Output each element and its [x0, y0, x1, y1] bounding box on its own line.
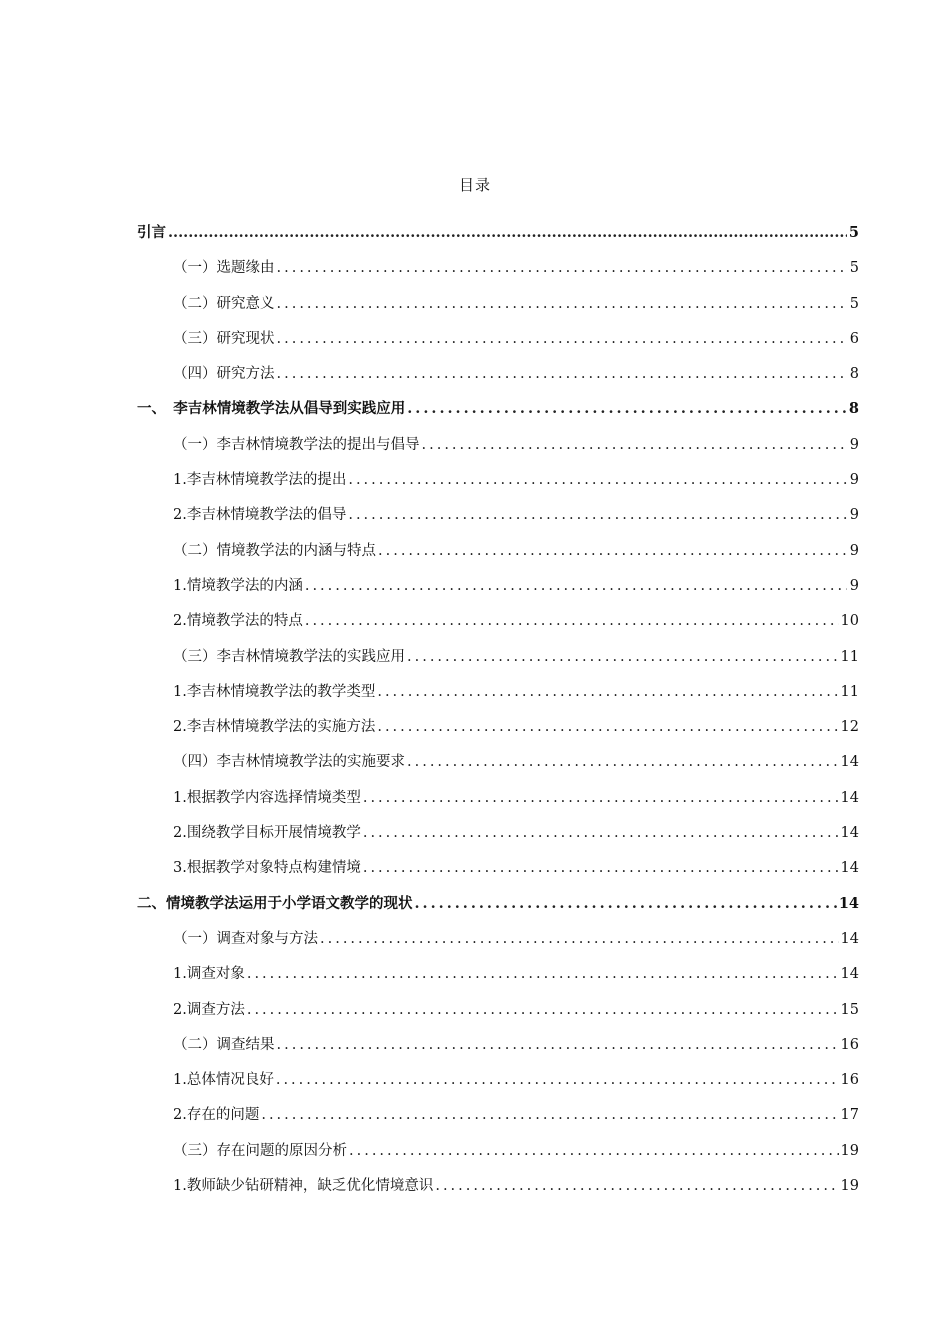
toc-title: 目录 [458, 176, 491, 194]
toc-entry[interactable] [137, 681, 859, 716]
toc-entry-page-number: 5 [849, 295, 859, 312]
toc-entry-label: 2.调查方法 [173, 1001, 245, 1018]
toc-entry[interactable] [137, 1175, 859, 1210]
toc-entry-page-number: 9 [849, 436, 859, 453]
toc-entry[interactable] [137, 469, 859, 504]
toc-leader-dots [363, 822, 839, 844]
toc-leader-dots [378, 540, 847, 562]
toc-leader-dots [407, 646, 839, 668]
toc-entry-page-number: 9 [849, 577, 859, 594]
toc-entry[interactable] [137, 646, 859, 681]
toc-entry[interactable] [137, 716, 859, 751]
toc-leader-dots [305, 610, 839, 632]
toc-entry[interactable] [137, 222, 859, 257]
toc-leader-dots [277, 293, 848, 315]
toc-leader-dots [348, 469, 847, 491]
toc-entry-page-number: 16 [840, 1072, 859, 1089]
toc-entry-label: 二、情境教学法运用于小学语文教学的现状 [137, 894, 413, 912]
toc-entry[interactable] [137, 434, 859, 469]
toc-leader-dots [277, 328, 848, 350]
toc-entry-page-number: 10 [840, 613, 859, 630]
toc-entry-page-number: 14 [840, 825, 859, 842]
toc-leader-dots [415, 893, 837, 915]
toc-entry-page-number: 14 [838, 894, 859, 912]
toc-entry[interactable] [137, 398, 859, 433]
toc-entry-page-number: 19 [840, 1178, 859, 1195]
toc-entry-label: 1.教师缺少钻研精神，缺乏优化情境意识 [173, 1178, 434, 1195]
toc-leader-dots [247, 999, 839, 1021]
toc-entry[interactable] [137, 257, 859, 292]
toc-entry-page-number: 14 [840, 860, 859, 877]
toc-entry[interactable] [137, 575, 859, 610]
toc-leader-dots [435, 1175, 838, 1197]
toc-entry-page-number: 9 [849, 507, 859, 524]
toc-entry[interactable] [137, 363, 859, 398]
toc-leader-dots [277, 257, 848, 279]
toc-entry-page-number: 15 [840, 1001, 859, 1018]
toc-entry[interactable] [137, 504, 859, 539]
toc-entry[interactable] [137, 328, 859, 363]
toc-entry-label: （四）李吉林情境教学法的实施要求 [173, 754, 405, 771]
toc-entry[interactable] [137, 893, 859, 928]
toc-entry-label: 2.李吉林情境教学法的倡导 [173, 507, 347, 524]
toc-leader-dots [407, 751, 839, 773]
toc-leader-dots [277, 363, 848, 385]
toc-entry-label: 2.李吉林情境教学法的实施方法 [173, 719, 376, 736]
toc-entry[interactable] [137, 1034, 859, 1069]
toc-entry-page-number: 14 [840, 754, 859, 771]
toc-entry-label: （二）调查结果 [173, 1036, 275, 1053]
toc-entry[interactable] [137, 293, 859, 328]
toc-entry-page-number: 12 [840, 719, 859, 736]
toc-entry-label: 1.总体情况良好 [173, 1072, 274, 1089]
toc-entry-label: 3.根据教学对象特点构建情境 [173, 860, 361, 877]
toc-leader-dots [168, 222, 847, 244]
toc-entry-label: （一）选题缘由 [173, 260, 275, 277]
table-of-contents [137, 222, 859, 1210]
toc-entry-page-number: 6 [849, 330, 859, 347]
toc-entry-page-number: 16 [840, 1036, 859, 1053]
toc-entry-page-number: 11 [840, 683, 859, 700]
toc-entry-page-number: 8 [848, 400, 859, 418]
toc-leader-dots [261, 1104, 838, 1126]
toc-entry-page-number: 11 [840, 648, 859, 665]
toc-entry[interactable] [137, 963, 859, 998]
toc-entry[interactable] [137, 787, 859, 822]
toc-leader-dots [349, 1140, 839, 1162]
toc-entry[interactable] [137, 540, 859, 575]
toc-entry-page-number: 8 [849, 366, 859, 383]
toc-leader-dots [348, 504, 847, 526]
toc-entry[interactable] [137, 751, 859, 786]
toc-entry-label: （一）李吉林情境教学法的提出与倡导 [173, 436, 420, 453]
toc-leader-dots [363, 857, 839, 879]
toc-entry[interactable] [137, 928, 859, 963]
toc-entry-label: （三）李吉林情境教学法的实践应用 [173, 648, 405, 665]
toc-leader-dots [377, 681, 838, 703]
toc-entry[interactable] [137, 1140, 859, 1175]
toc-entry-page-number: 9 [849, 472, 859, 489]
toc-entry-page-number: 9 [849, 542, 859, 559]
toc-leader-dots [422, 434, 848, 456]
toc-entry-label: （二）研究意义 [173, 295, 275, 312]
toc-entry-label: 1.根据教学内容选择情境类型 [173, 789, 361, 806]
toc-leader-dots [276, 1069, 839, 1091]
toc-entry[interactable] [137, 1104, 859, 1139]
toc-leader-dots [320, 928, 839, 950]
toc-entry-label: （三）研究现状 [173, 330, 275, 347]
toc-entry[interactable] [137, 1069, 859, 1104]
toc-entry-page-number: 5 [848, 224, 859, 241]
toc-leader-dots [377, 716, 838, 738]
toc-entry-label: （一）调查对象与方法 [173, 930, 318, 947]
toc-entry-label: 引言 [137, 224, 166, 241]
toc-entry[interactable] [137, 857, 859, 892]
toc-entry-label: 1.调查对象 [173, 966, 245, 983]
toc-entry-label: 1.情境教学法的内涵 [173, 577, 303, 594]
toc-entry-page-number: 5 [849, 260, 859, 277]
toc-entry-label: （二）情境教学法的内涵与特点 [173, 542, 376, 559]
toc-entry[interactable] [137, 610, 859, 645]
toc-leader-dots [363, 787, 839, 809]
toc-leader-dots [247, 963, 839, 985]
toc-entry-label: 一、 李吉林情境教学法从倡导到实践应用 [137, 400, 406, 418]
toc-entry[interactable] [137, 822, 859, 857]
toc-entry-page-number: 14 [840, 966, 859, 983]
toc-entry-label: 1.李吉林情境教学法的提出 [173, 472, 347, 489]
toc-leader-dots [277, 1034, 839, 1056]
toc-entry-label: （四）研究方法 [173, 366, 275, 383]
toc-entry-label: （三）存在问题的原因分析 [173, 1142, 347, 1159]
toc-entry-label: 2.存在的问题 [173, 1107, 260, 1124]
toc-entry-label: 2.情境教学法的特点 [173, 613, 303, 630]
toc-entry-page-number: 14 [840, 789, 859, 806]
toc-entry-page-number: 19 [840, 1142, 859, 1159]
toc-entry-page-number: 17 [840, 1107, 859, 1124]
toc-leader-dots [305, 575, 847, 597]
toc-leader-dots [407, 398, 847, 420]
toc-entry[interactable] [137, 999, 859, 1034]
toc-entry-page-number: 14 [840, 930, 859, 947]
toc-entry-label: 1.李吉林情境教学法的教学类型 [173, 683, 376, 700]
toc-entry-label: 2.围绕教学目标开展情境教学 [173, 825, 361, 842]
